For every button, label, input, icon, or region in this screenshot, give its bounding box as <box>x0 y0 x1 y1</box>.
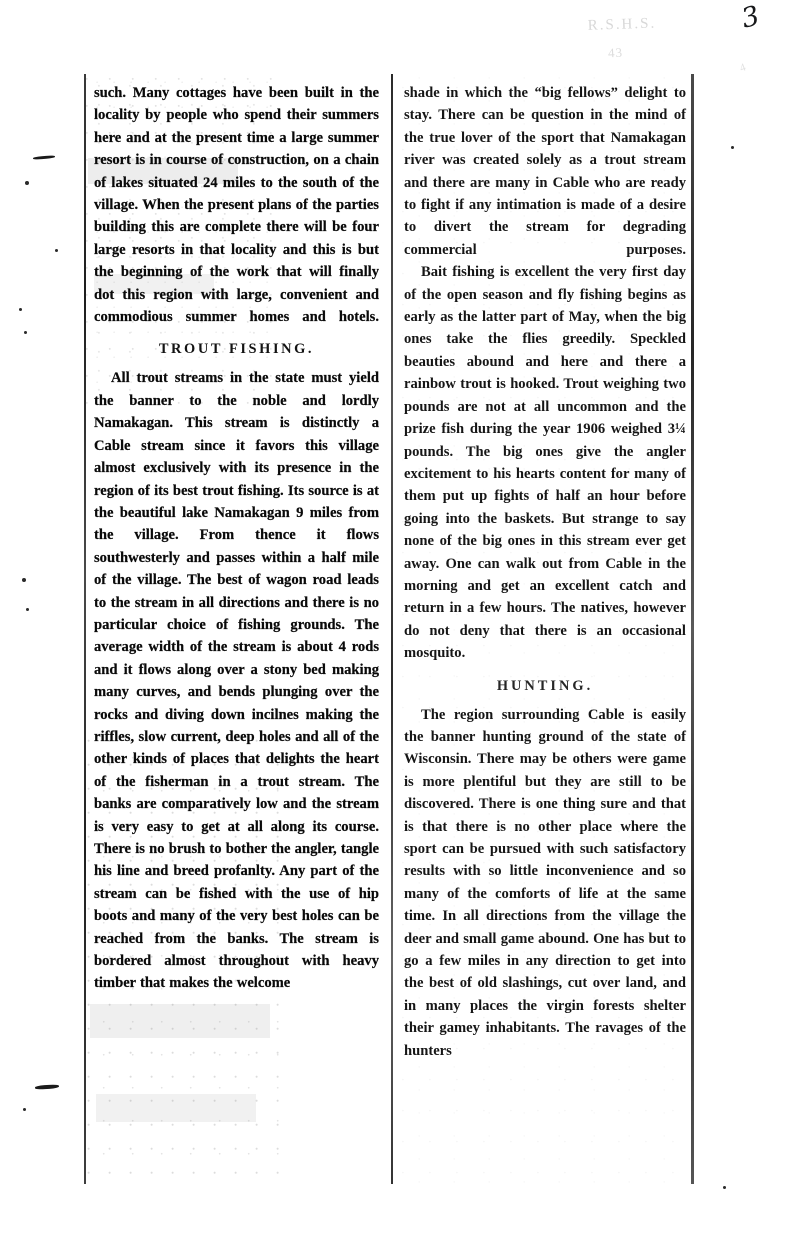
faint-corner-mark: 4 <box>738 61 748 75</box>
margin-dash-mark-top <box>33 155 55 160</box>
ink-speck <box>731 146 734 149</box>
faint-archive-stamp: R.S.H.S. <box>587 15 657 34</box>
ink-speck <box>26 608 29 611</box>
margin-dash-mark-bottom <box>35 1084 59 1090</box>
ink-speck <box>25 181 29 185</box>
ink-speck <box>22 578 26 582</box>
paragraph-hunting: The region surrounding Cable is easily the banner hunting ground of the state of Wisconsin. There may be others were game is more plentiful but they are still to be discovered. There is one thing sure and that is that there is no other place where the sport can be pursued with such satisfactory results with so little inconvenience and so many of the comforts of life at the same time. In all directions from the village the deer and small game abound. One has but to go a few miles in any direction to get into the best of old slashings, cut over land, and in many places the virgin forests shelter their gamey inhabitants. The ravages of the hunters <box>404 706 686 1059</box>
ink-speck <box>723 1186 726 1189</box>
paragraph-shade: shade in which the “big fellows” delight to stay. There can be question in the mind of the true lover of the sport that Namakagan river was created solely as a trout stream and there are many in Cable who are ready to fight if any intimation is made of a desire to divert the stream for degrading commercial purposes. <box>404 85 686 258</box>
handwritten-page-number: 3 <box>738 0 763 35</box>
ink-speck <box>24 331 27 334</box>
left-text-column <box>84 74 391 1184</box>
ink-speck <box>19 308 22 311</box>
paragraph-trout-streams: All trout streams in the state must yield the banner to the noble and lordly Namakagan. This stream is distinctly a Cable stream since it favors this village almost exclusively with its presence in the region of its best trout fishing. Its source is at the beautiful lake Namakagan 9 miles from the village. From thence it flows southwesterly and passes within a half mile of the village. The best of wagon road leads to the stream in all directions and there is no particular choice of fishing grounds. The average width of the stream is about 4 rods and it flows along over a stony bed making many curves, and bends plunging over the rocks and diving down incilnes making the riffles, slow current, deep holes and all of the other kinds of places that delights the heart of the fisherman in a trout stream. The banks are comparatively low and the stream is very easy to get at all along its course. There is no brush to bother the angler, tangle his line and breed profanlty. Any part of the stream can be fished with the use of hip boots and many of the very best holes can be reached from the banks. The stream is bordered almost throughout with heavy timber that makes the welcome <box>94 370 379 992</box>
paragraph-cottages: such. Many cottages have been built in the locality by people who spend their summers here and at the present time a large summer resort is in course of construction, on a chain of lakes situated 24 miles to the south of the village. When the present plans of the parties building this are complete there will be four large resorts in that locality and this is but the beginning of the work that will finally dot this region with large, convenient and commodious summer homes and hotels. <box>94 85 379 326</box>
heading-trout-fishing: TROUT FISHING. <box>158 341 315 358</box>
ink-speck <box>23 1108 26 1111</box>
right-text-column <box>391 74 696 1184</box>
newspaper-clipping <box>84 74 696 1184</box>
heading-hunting: HUNTING. <box>496 677 594 694</box>
paragraph-bait-fishing: Bait fishing is excellent the very first day of the open season and fly fishing begins as early as the latter part of May, when the big ones take the flies greedily. Speckled beauties abound and here and there a rainbow trout is hooked. Trout weighing two pounds are not at all uncommon and the prize fish during the year 1906 weighed 3¼ pounds. The big ones give the angler excitement to his hearts content for many of them put up fights of half an hour before going into the baskets. But strange to say none of the big ones in this stream ever get away. One can walk out from Cable in the morning and get an excellent catch and return in a few hours. The natives, however do not deny that there is an occasional mosquito. <box>404 264 686 662</box>
ink-speck <box>55 249 58 252</box>
faint-archive-stamp-subscript: 43 <box>607 44 624 61</box>
